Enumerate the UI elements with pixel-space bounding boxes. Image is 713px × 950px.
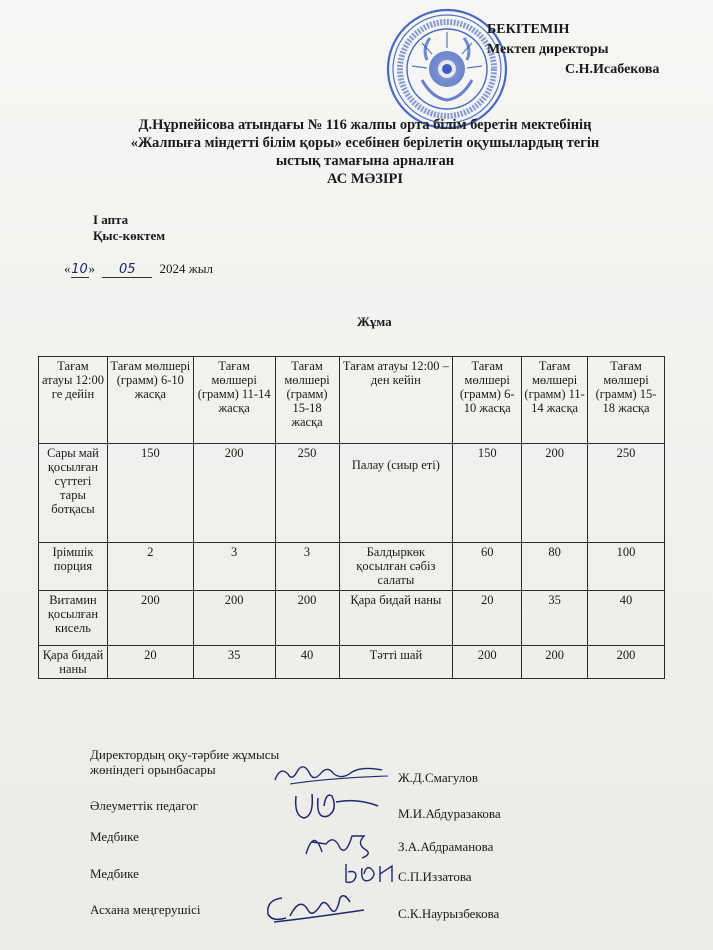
table-row [39, 444, 665, 543]
table-header-cell: Тағам мөлшері (грамм) 15-18 жасқа [588, 357, 665, 444]
table-cell: Қара бидай наны [339, 591, 453, 646]
table-header-cell: Тағам атауы 12:00 – ден кейін [339, 357, 453, 444]
table-cell: 20 [453, 591, 522, 646]
staff-name: М.И.Абдуразакова [398, 806, 501, 821]
date-month: 05 [118, 262, 136, 277]
title-line-4: АС МӘЗІРІ [326, 171, 404, 187]
signature-nauryzbekova [260, 888, 370, 928]
table-cell: 100 [588, 543, 665, 591]
table-cell: 200 [453, 646, 522, 679]
title-line-3: ыстық тамағына арналған [275, 153, 455, 169]
table-cell: 60 [453, 543, 522, 591]
date-open-quote: « [64, 261, 71, 276]
table-cell: 200 [522, 646, 588, 679]
table-cell: 20 [107, 646, 193, 679]
table-header-cell: Тағам мөлшері (грамм) 6-10 жасқа [107, 357, 193, 444]
date-year: 2024 жыл [159, 261, 213, 276]
staff-role: Медбике [90, 866, 139, 881]
table-row [39, 591, 665, 646]
table-header-cell: Тағам атауы 12:00 ге дейін [39, 357, 108, 444]
staff-role: Асхана меңгерушісі [90, 902, 201, 917]
table-cell: 150 [453, 444, 522, 543]
staff-role: Медбике [90, 829, 139, 844]
table-header-cell: Тағам мөлшері (грамм) 6-10 жасқа [453, 357, 522, 444]
table-cell: 3 [275, 543, 339, 591]
week-label: І апта [93, 212, 129, 227]
staff-name: С.К.Наурызбекова [398, 906, 500, 921]
staff-role: Әлеуметтік педагог [90, 798, 198, 813]
date-close-quote: » [88, 261, 95, 276]
approval-block [487, 20, 659, 80]
table-cell: Палау (сиыр еті) [339, 444, 453, 543]
day-of-week: Жұма [357, 314, 392, 329]
table-cell: 80 [522, 543, 588, 591]
title-line-2: «Жалпыға міндетті білім қоры» есебінен берілетін оқушылардың тегін [130, 135, 600, 151]
table-row [39, 543, 665, 591]
table-cell: 40 [275, 646, 339, 679]
table-cell: 200 [193, 591, 275, 646]
staff-role: Директордың оқу-тәрбие жұмысы жөніндегі орынбасары [90, 747, 280, 777]
table-cell: Қара бидай наны [39, 646, 108, 679]
table-cell: 40 [588, 591, 665, 646]
table-cell: 250 [588, 444, 665, 543]
table-cell: Тәтті шай [339, 646, 453, 679]
table-cell: 200 [588, 646, 665, 679]
week-season [93, 212, 165, 244]
signature-izzatova [340, 856, 400, 888]
season-label: Қыс-көктем [93, 228, 166, 243]
staff-name: Ж.Д.Смагулов [398, 770, 478, 785]
date-day: 10 [71, 262, 88, 277]
table-cell: 200 [275, 591, 339, 646]
table-cell: 2 [107, 543, 193, 591]
table-cell: 250 [275, 444, 339, 543]
approval-position: Мектеп директоры [487, 42, 609, 57]
table-header-row [39, 357, 665, 444]
table-cell: 3 [193, 543, 275, 591]
staff-name: З.А.Абдраманова [398, 839, 494, 854]
approval-name: С.Н.Исабекова [565, 62, 660, 77]
approval-title: БЕКІТЕМІН [487, 22, 570, 37]
table-header-cell: Тағам мөлшері (грамм) 11-14 жасқа [193, 357, 275, 444]
table-header-cell: Тағам мөлшері (грамм) 11-14 жасқа [522, 357, 588, 444]
menu-table [38, 356, 665, 679]
document-title [70, 116, 660, 188]
table-cell: Ірімшік порция [39, 543, 108, 591]
title-line-1: Д.Нұрпейісова атындағы № 116 жалпы орта білім беретін мектебінің [138, 117, 592, 133]
table-cell: 200 [522, 444, 588, 543]
table-header-cell: Тағам мөлшері (грамм) 15-18 жасқа [275, 357, 339, 444]
table-cell: Витамин қосылған кисель [39, 591, 108, 646]
table-cell: 150 [107, 444, 193, 543]
staff-name: С.П.Иззатова [398, 869, 472, 884]
date-line [64, 261, 213, 278]
table-cell: 35 [193, 646, 275, 679]
table-row [39, 646, 665, 679]
table-cell: Сары май қосылған сүттегі тары ботқасы [39, 444, 108, 543]
table-cell: 200 [107, 591, 193, 646]
table-cell: 35 [522, 591, 588, 646]
table-cell: 200 [193, 444, 275, 543]
table-cell: Балдыркөк қосылған сәбіз салаты [339, 543, 453, 591]
